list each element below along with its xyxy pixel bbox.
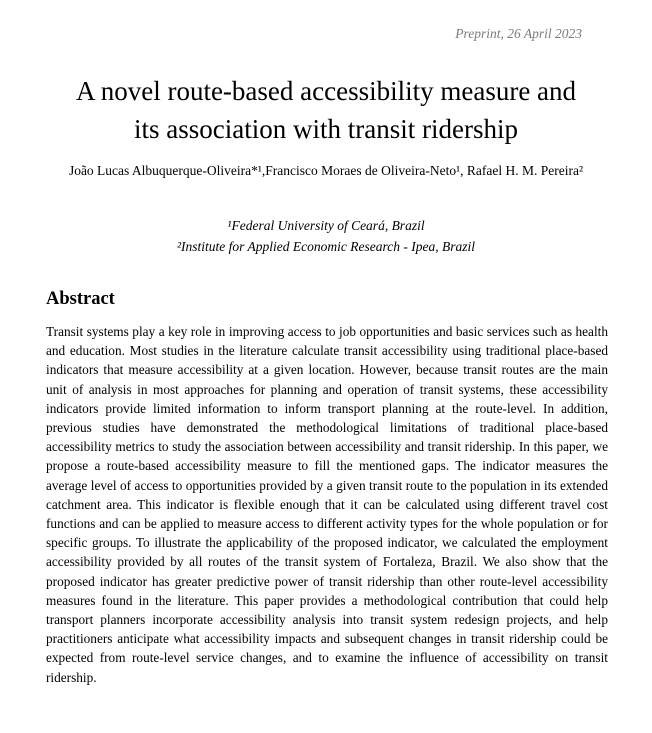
author-list: João Lucas Albuquerque-Oliveira*¹,Francisco Moraes de Oliveira-Neto¹, Rafael H. M. Pereira² [68, 163, 584, 178]
paper-title [40, 72, 612, 148]
paper-title-line-1: A novel route-based accessibility measure and [75, 76, 577, 106]
affiliations [40, 215, 612, 257]
affiliation-ipea: ²Institute for Applied Economic Research - Ipea, Brazil [177, 239, 475, 254]
affiliation-ufc: ¹Federal University of Ceará, Brazil [227, 218, 425, 233]
abstract-text: Transit systems play a key role in improving access to job opportunities and basic services such as health and education. Most studies in the literature calculate transit accessibility using traditional place-based indicators that measure accessibility at a given location. However, because transit routes are the main unit of analysis in most approaches for planning and operation of transit systems, these accessibility indicators provide limited information to inform transport planning at the route-level. In addition, previous studies have demonstrated the methodological limitations of traditional place-based accessibility metrics to study the association between accessibility and transit ridership. In this paper, we propose a route-based accessibility measure to fill the mentioned gaps. The indicator measures the average level of access to opportunities provided by a given transit route to the population in its extended catchment area. This indicator is flexible enough that it can be calculated using different travel cost functions and can be applied to measure access to different activity types for the whole population or for specific groups. To illustrate the applicability of the proposed indicator, we calculated the employment accessibility provided by all routes of the transit system of Fortaleza, Brazil. We also show that the proposed indicator has greater predictive power of transit ridership than other route-level accessibility measures found in the literature. This paper provides a methodological contribution that could help transport planners incorporate accessibility analysis into transit system redesign projects, and help practitioners anticipate what accessibility impacts and subsequent changes in transit ridership could be expected from route-level service changes, and to examine the influence of accessibility on transit ridership. [46, 324, 608, 685]
abstract-heading: Abstract [46, 289, 115, 309]
preprint-date: Preprint, 26 April 2023 [455, 26, 582, 41]
paper-title-line-2: its association with transit ridership [134, 114, 518, 144]
